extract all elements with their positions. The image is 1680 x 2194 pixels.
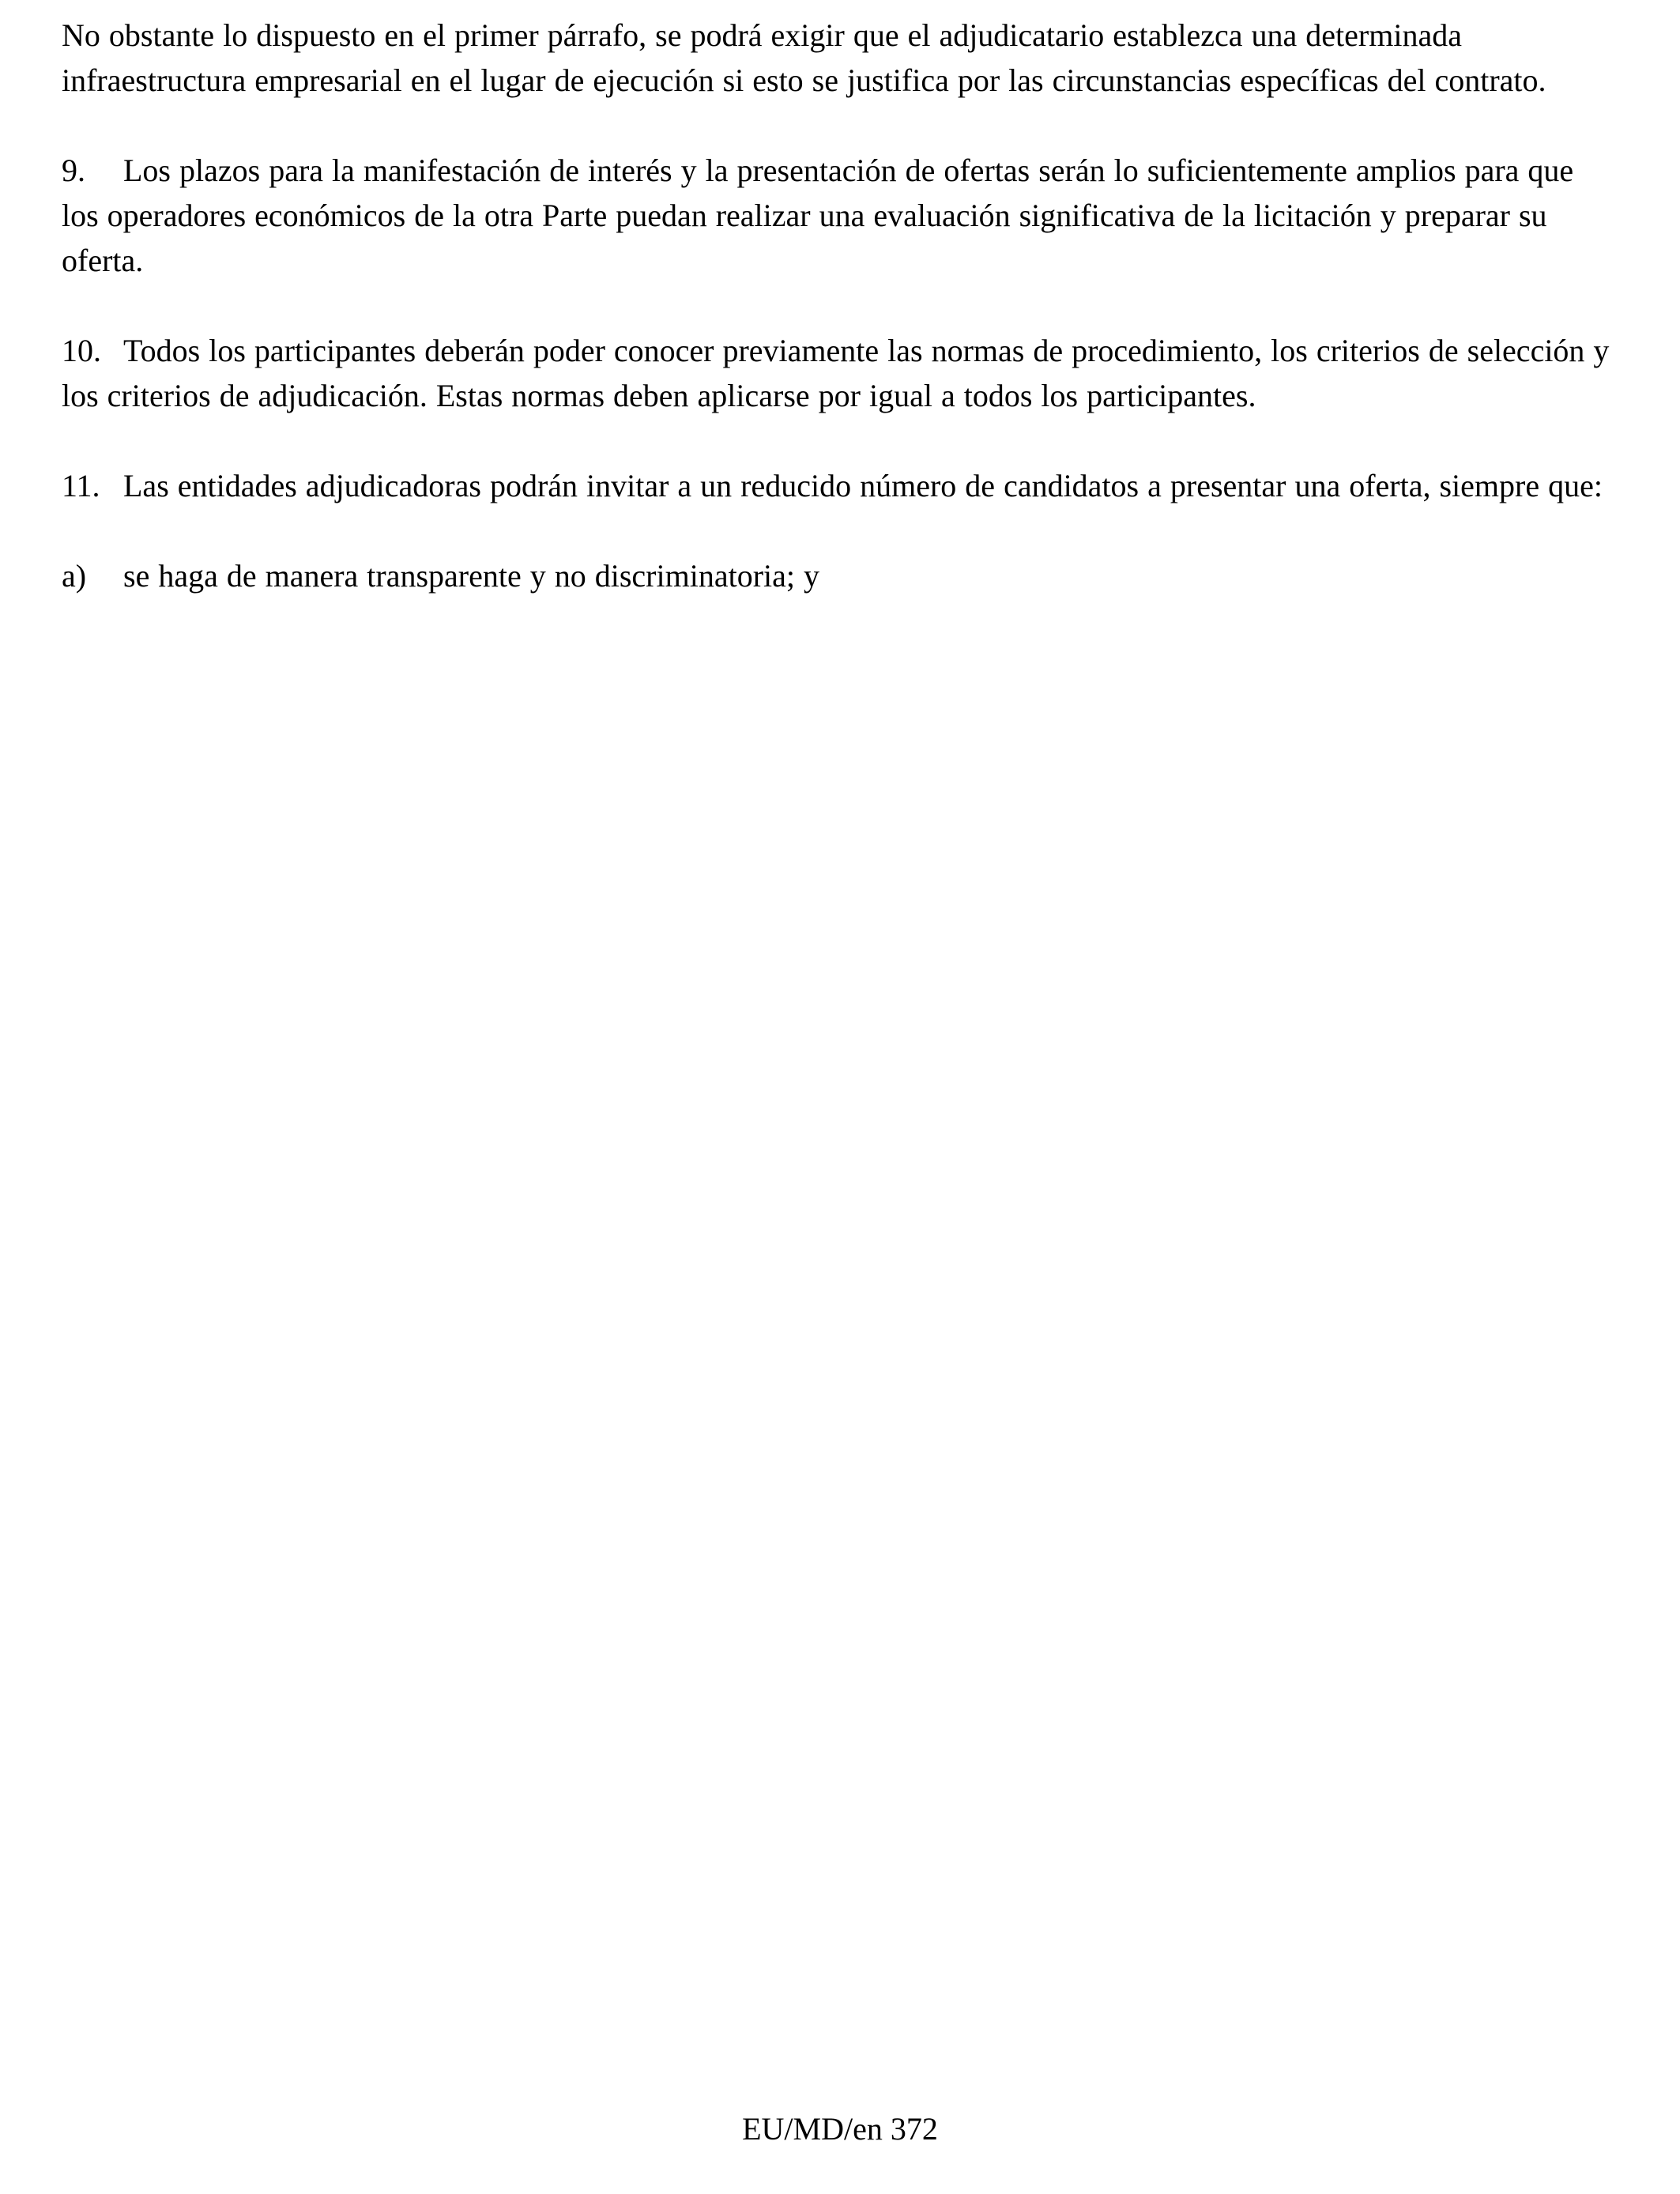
paragraph-10 [62, 328, 1617, 418]
list-item-a [62, 553, 1617, 598]
list-item-marker: a) [62, 558, 87, 594]
paragraph-text: Las entidades adjudicadoras podrán invitar a un reducido número de candidatos a presentar una oferta, siempre que: [123, 468, 1603, 503]
paragraph-text: Todos los participantes deberán poder conocer previamente las normas de procedimiento, los criterios de selección y los criterios de adjudicación. Estas normas deben aplicarse por igual a todos los participantes. [62, 333, 1610, 413]
paragraph-number: 10. [62, 333, 101, 368]
paragraph-number: 9. [62, 153, 85, 188]
list-item-text: se haga de manera transparente y no discriminatoria; y [123, 558, 819, 594]
paragraph-text: Los plazos para la manifestación de interés y la presentación de ofertas serán lo suficientemente amplios para que los operadores económicos de la otra Parte puedan realizar una evaluación significativa de la licitación y preparar su oferta. [62, 153, 1574, 278]
paragraph-text: No obstante lo dispuesto en el primer párrafo, se podrá exigir que el adjudicatario establezca una determinada infraestructura empresarial en el lugar de ejecución si esto se justifica por las circunstancias específicas del contrato. [62, 17, 1546, 98]
paragraph-11 [62, 463, 1617, 508]
paragraph-9 [62, 148, 1617, 283]
paragraph-continuation [62, 13, 1617, 103]
page-footer: EU/MD/en 372 [742, 2111, 938, 2147]
paragraph-number: 11. [62, 468, 100, 503]
